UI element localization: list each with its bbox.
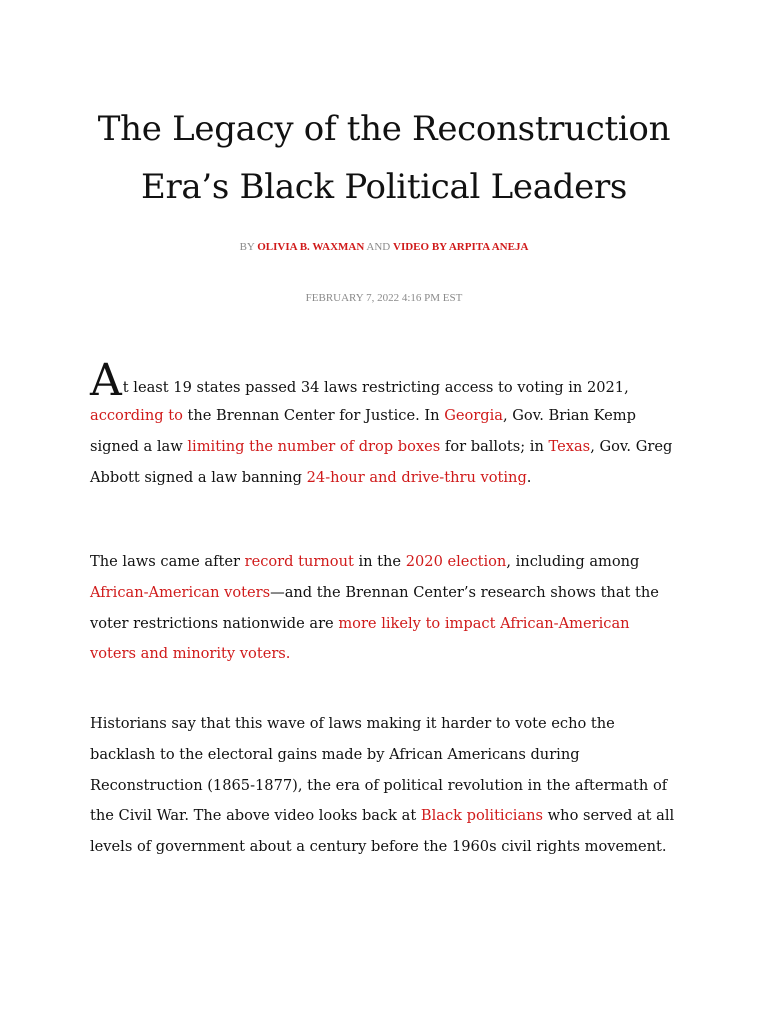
paragraph-2: [90, 547, 680, 670]
paragraph-1-text: for ballots; in: [440, 437, 549, 455]
paragraph-1-text: , Gov. Brian Kemp signed a law: [90, 407, 636, 455]
link-black-politicians[interactable]: Black politicians: [420, 807, 544, 825]
paragraph-3-text: who served at all levels of government about a century before the 1960s civil rights movement.: [90, 807, 675, 856]
publish-date: FEBRUARY 7, 2022 4:16 PM EST: [305, 292, 463, 304]
link-2020-election[interactable]: 2020 election: [405, 553, 507, 570]
link-georgia[interactable]: Georgia: [444, 407, 503, 424]
paragraph-1: [90, 357, 680, 493]
author-link-olivia-waxman[interactable]: OLIVIA B. WAXMAN: [257, 241, 365, 253]
byline: [0, 240, 768, 254]
paragraph-1-first-line: t least 19 states passed 34 laws restricting access to voting in 2021,: [122, 379, 629, 396]
link-texas[interactable]: Texas: [548, 437, 591, 455]
link-african-american-voters[interactable]: African-American voters: [90, 583, 271, 601]
paragraph-2-text: , including among: [506, 553, 640, 570]
paragraph-2-text: —and the Brennan Center’s research shows that the voter restrictions nationwide are: [90, 583, 659, 632]
paragraph-1-text: , Gov. Greg Abbott signed a law banning: [90, 437, 673, 486]
byline-and: AND: [364, 241, 394, 253]
paragraph-2-text: The laws came after: [90, 553, 245, 570]
link-more-likely-to-impact[interactable]: more likely to impact African-American voters and minority voters.: [90, 614, 630, 663]
paragraph-3: [90, 709, 680, 863]
link-according-to[interactable]: according to: [90, 407, 183, 424]
article-headline: The Legacy of the Reconstruction Era’s Black Political Leaders: [97, 109, 671, 207]
drop-cap: A: [90, 355, 122, 406]
paragraph-1-text: .: [526, 468, 532, 486]
author-link-arpita-aneja[interactable]: VIDEO BY ARPITA ANEJA: [393, 241, 529, 253]
byline-by: BY: [239, 241, 258, 253]
link-limiting-drop-boxes[interactable]: limiting the number of drop boxes: [187, 437, 441, 455]
link-24-hour-voting[interactable]: 24-hour and drive-thru voting: [306, 468, 527, 486]
paragraph-3-text: Historians say that this wave of laws making it harder to vote echo the backlash to the electoral gains made by African Americans during Reconstruction (1865-1877), the era of political revolution in the aftermath of the Civil War. The above video looks back at: [90, 715, 668, 825]
paragraph-1-text: the Brennan Center for Justice. In: [182, 407, 445, 424]
paragraph-2-text: in the: [353, 553, 406, 570]
link-record-turnout[interactable]: record turnout: [244, 553, 354, 570]
